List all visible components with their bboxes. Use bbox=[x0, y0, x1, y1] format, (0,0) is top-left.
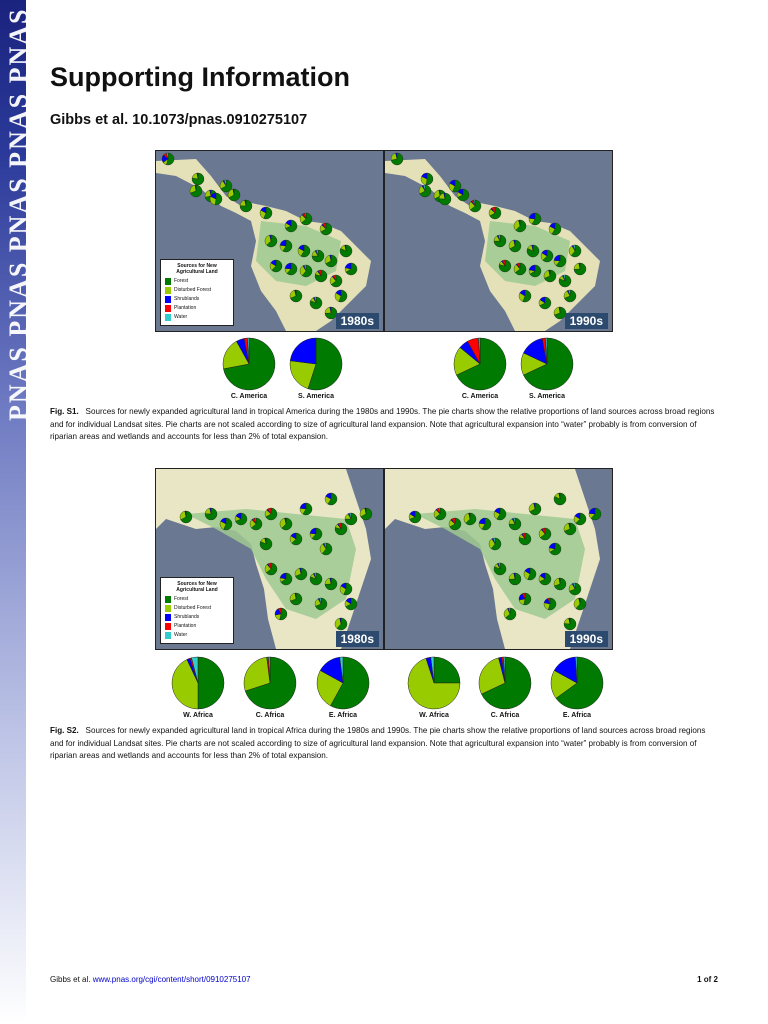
pie-slice-shrublands bbox=[290, 338, 316, 364]
footer-link[interactable]: www.pnas.org/cgi/content/short/0910275107 bbox=[92, 975, 251, 984]
pie-slice-forest bbox=[330, 657, 369, 709]
caption-label: Fig. S1. bbox=[50, 407, 79, 416]
journal-sidebar bbox=[0, 0, 33, 1024]
pie-label: C. Africa bbox=[490, 712, 520, 719]
pie-slice-disturbed-forest bbox=[223, 341, 249, 369]
pie-label: E. Africa bbox=[562, 712, 592, 719]
pie-slice-shrublands bbox=[523, 338, 547, 364]
pie-slice-water bbox=[545, 338, 547, 364]
map-america-1990s bbox=[384, 150, 613, 332]
pie-slice-forest bbox=[556, 657, 603, 709]
pie-slice-shrublands bbox=[187, 658, 198, 683]
pie-slice-disturbed-forest bbox=[521, 353, 547, 375]
pie-slice-shrublands bbox=[460, 341, 480, 364]
map-america-1980s bbox=[155, 150, 384, 332]
decade-label: 1990s bbox=[565, 313, 608, 329]
pie-slice-disturbed-forest bbox=[172, 659, 198, 709]
pie-slice-water bbox=[431, 657, 434, 683]
pie-slice-water bbox=[247, 338, 249, 364]
legend-item: Plantation bbox=[165, 622, 229, 631]
legend-item: Water bbox=[165, 313, 229, 322]
pie-slice-water bbox=[503, 657, 505, 683]
pie-slice-forest bbox=[308, 338, 342, 390]
pie-slice-plantation bbox=[542, 338, 547, 364]
decade-label: 1980s bbox=[336, 313, 379, 329]
decade-label: 1980s bbox=[336, 631, 379, 647]
pie-slice-plantation bbox=[190, 658, 198, 683]
pie-slice-water bbox=[340, 657, 343, 683]
page-subtitle: Gibbs et al. 10.1073/pnas.0910275107 bbox=[50, 112, 308, 128]
footer-citation: Gibbs et al. www.pnas.org/cgi/content/short/0910275107 bbox=[50, 975, 251, 984]
pie-slice-plantation bbox=[267, 657, 270, 683]
pie-label: C. America bbox=[230, 393, 268, 400]
pie-slice-shrublands bbox=[426, 657, 434, 683]
pie-label: W. Africa bbox=[419, 712, 449, 719]
caption-text: Sources for newly expanded agricultural land in tropical Africa during the 1980s and 1990s. The pie charts show the relative proportions of land sources across broad regions and for individual Landsat sites. Pie charts are not scaled according to size of agricultural land expansion. Note that agricultural expansion into “water” probably is from conversion of riparian areas and wetlands and accounts for less than 2% of total expansion. bbox=[50, 726, 706, 760]
pie-label: C. Africa bbox=[255, 712, 285, 719]
figure-caption-s2 bbox=[50, 725, 718, 763]
pie-slice-forest bbox=[523, 338, 573, 390]
legend-item: Plantation bbox=[165, 304, 229, 313]
pie-label: W. Africa bbox=[183, 712, 213, 719]
pie-slice-plantation bbox=[244, 338, 249, 364]
pie-slice-disturbed-forest bbox=[479, 658, 505, 694]
pie-slice-disturbed-forest bbox=[290, 361, 316, 389]
pie-slice-disturbed-forest bbox=[551, 670, 577, 698]
page-title: Supporting Information bbox=[50, 62, 350, 92]
legend-title: Sources for New Agricultural Land bbox=[176, 263, 218, 275]
legend-item: Disturbed Forest bbox=[165, 604, 229, 613]
legend-item: Shrublands bbox=[165, 613, 229, 622]
pie-slice-forest bbox=[198, 657, 224, 709]
map-africa-1990s-svg bbox=[385, 469, 612, 649]
page-number: 1 of 2 bbox=[697, 975, 718, 984]
pie-slice-plantation bbox=[467, 338, 480, 364]
pie-slice-forest bbox=[456, 338, 506, 390]
pie-slice-forest bbox=[223, 338, 275, 390]
pie-slice-plantation bbox=[502, 657, 505, 683]
sidebar-logo-text: PNAS PNAS PNAS PNAS PNAS bbox=[4, 8, 33, 422]
pie-slice-water bbox=[575, 657, 577, 683]
pie-label: S. America bbox=[529, 393, 565, 400]
caption-label: Fig. S2. bbox=[50, 726, 79, 735]
legend-item: Forest bbox=[165, 277, 229, 286]
legend-title: Sources for New Agricultural Land bbox=[176, 581, 218, 593]
map-america-1990s-svg bbox=[385, 151, 612, 331]
legend-item: Forest bbox=[165, 595, 229, 604]
map-legend bbox=[160, 259, 234, 326]
pie-slice-water bbox=[268, 657, 270, 683]
caption-text: Sources for newly expanded agricultural land in tropical America during the 1980s and 1990s. The pie charts show the relative proportions of land sources across broad regions and for individual Landsat sites. Pie charts are not scaled according to size of agricultural land expansion. Note that agricultural expansion into “water” probably is from conversion of riparian areas and wetlands and accounts for less than 2% of total expansion. bbox=[50, 407, 715, 441]
legend-item: Shrublands bbox=[165, 295, 229, 304]
legend-item: Disturbed Forest bbox=[165, 286, 229, 295]
pie-slice-disturbed-forest bbox=[317, 670, 343, 705]
pie-slice-forest bbox=[481, 657, 531, 709]
pie-slice-water bbox=[192, 657, 198, 683]
pie-label: C. America bbox=[461, 393, 499, 400]
pie-slice-shrublands bbox=[499, 657, 505, 683]
pie-slice-forest bbox=[245, 657, 296, 709]
legend-item: Water bbox=[165, 631, 229, 640]
map-legend bbox=[160, 577, 234, 644]
pie-slice-disturbed-forest bbox=[244, 657, 270, 691]
pie-slice-forest bbox=[434, 657, 460, 683]
pie-slice-water bbox=[478, 338, 480, 364]
figure-caption-s1 bbox=[50, 406, 718, 444]
pie-slice-shrublands bbox=[554, 657, 577, 683]
pie-slice-shrublands bbox=[236, 338, 249, 364]
pie-slice-disturbed-forest bbox=[454, 347, 480, 375]
pie-slice-shrublands bbox=[320, 657, 343, 683]
pie-slice-disturbed-forest bbox=[408, 658, 460, 709]
pie-label: E. Africa bbox=[328, 712, 358, 719]
pie-label: S. America bbox=[298, 393, 334, 400]
decade-label: 1990s bbox=[565, 631, 608, 647]
map-africa-1980s bbox=[155, 468, 384, 650]
map-africa-1990s bbox=[384, 468, 613, 650]
